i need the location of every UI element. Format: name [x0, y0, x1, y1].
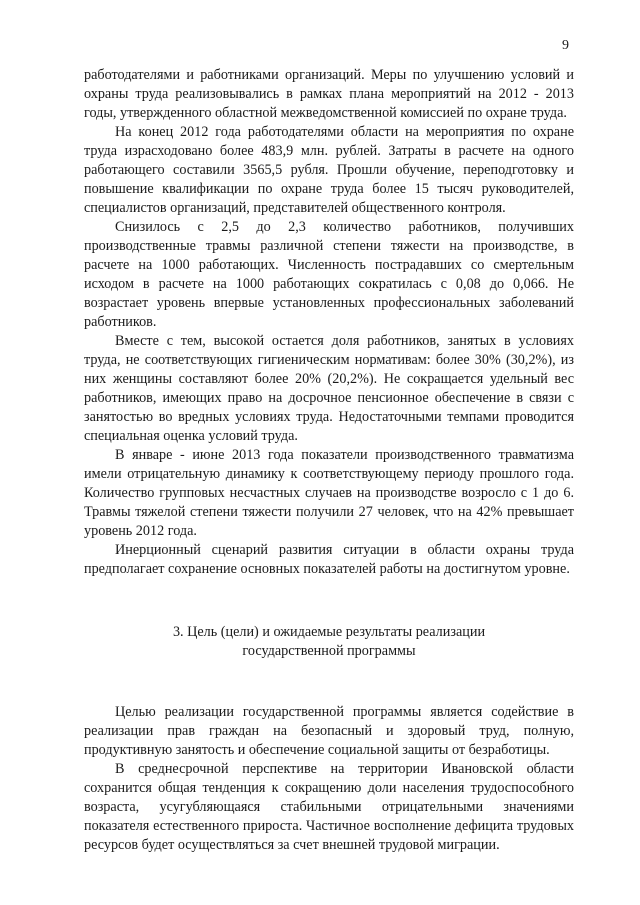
paragraph: В среднесрочной перспективе на территории Ивановской области сохранится общая тенденция к сокращению доли населения трудоспособного возраста, усугубляющаяся стабильными отрицательными значениями показателя естественного прироста. Частичное восполнение дефицита трудовых ресурсов будет осуществляться за счет внешней трудовой миграции.	[84, 761, 574, 853]
page-number: 9	[562, 38, 569, 53]
paragraph: Снизилось с 2,5 до 2,3 количество работников, получивших производственные травмы различной степени тяжести на производстве, в расчете на 1000 работающих. Численность пострадавших со смертельным исходом в расчете на 1000 работающих сократилась с 0,08 до 0,066. Не возрастает уровень впервые установленных профессиональных заболеваний работников.	[84, 219, 574, 330]
page-content	[84, 66, 574, 855]
paragraph: Вместе с тем, высокой остается доля работников, занятых в условиях труда, не соответствующих гигиеническим нормативам: более 30% (30,2%), из них женщины составляют более 20% (20,2%). Не сокращается удельный вес работников, имеющих право на досрочное пенсионное обеспечение в связи с занятостью во вредных условиях труда. Недостаточными темпами проводится специальная оценка условий труда.	[84, 333, 574, 444]
paragraph: работодателями и работниками организаций. Меры по улучшению условий и охраны труда реализовывались в рамках плана мероприятий на 2012 - 2013 годы, утвержденного областной межведомственной комиссией по охране труда.	[84, 67, 574, 121]
section-heading-line: государственной программы	[242, 643, 416, 659]
paragraph: В январе - июне 2013 года показатели производственного травматизма имели отрицательную динамику к соответствующему периоду прошлого года. Количество групповых несчастных случаев на производстве возросло с 1 до 6. Травмы тяжелой степени тяжести получили 27 человек, что на 42% превышает уровень 2012 года.	[84, 447, 574, 539]
section-heading	[84, 623, 574, 661]
paragraph: Целью реализации государственной программы является содействие в реализации прав граждан на безопасный и здоровый труд, полную, продуктивную занятость и обеспечение социальной защиты от безработицы.	[84, 704, 574, 758]
section-heading-line: 3. Цель (цели) и ожидаемые результаты реализации	[172, 624, 486, 640]
paragraph: На конец 2012 года работодателями области на мероприятия по охране труда израсходовано более 483,9 млн. рублей. Затраты в расчете на одного работающего составили 3565,5 рубля. Прошли обучение, переподготовку и повышение квалификации по охране труда более 15 тысяч руководителей, специалистов организаций, представителей общественного контроля.	[84, 124, 574, 216]
paragraph: Инерционный сценарий развития ситуации в области охраны труда предполагает сохранение основных показателей работы на достигнутом уровне.	[84, 542, 574, 577]
